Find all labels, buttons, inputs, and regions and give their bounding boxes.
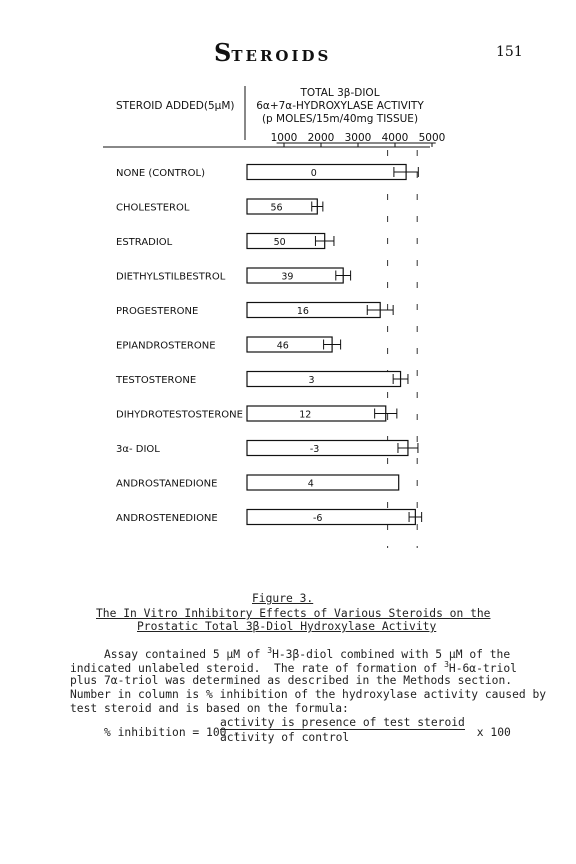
- category-label-3: DIETHYLSTILBESTROL: [116, 271, 226, 283]
- caption-title-line-2: Prostatic Total 3β-Diol Hydroxylase Activity: [137, 620, 437, 633]
- data-label-4: 16: [296, 306, 309, 317]
- data-label-1: 56: [270, 202, 283, 214]
- category-label-5: EPIANDROSTERONE: [116, 340, 216, 352]
- data-label-8: -3: [309, 444, 320, 455]
- chart-title-line-2: 6α+7α-HYDROXYLASE ACTIVITY: [256, 100, 424, 112]
- data-label-9: 4: [307, 478, 314, 490]
- bars-group: [115, 165, 422, 525]
- caption-body-line-2: indicated unlabeled steroid. The rate of formation of $^3$H-6α-triol: [70, 660, 517, 675]
- bar-10: [247, 510, 415, 525]
- category-label-10: ANDROSTENEDIONE: [116, 513, 218, 524]
- caption-body-line-4: Number in column is % inhibition of the hydroxylase activity caused by: [70, 688, 547, 701]
- caption-title-line-1: The In Vitro Inhibitory Effects of Various Steroids on the: [96, 607, 491, 620]
- category-label-7: DIHYDROTESTOSTERONE: [116, 409, 243, 421]
- data-label-7: 12: [299, 409, 312, 421]
- category-label-1: CHOLESTEROL: [116, 202, 190, 214]
- category-label-9: ANDROSTANEDIONE: [116, 478, 218, 490]
- row-header: STEROID ADDED(5μM): [116, 100, 235, 112]
- bar-3: [247, 268, 343, 283]
- data-label-3: 39: [281, 271, 294, 283]
- category-label-2: ESTRADIOL: [116, 237, 173, 248]
- data-label-10: -6: [312, 513, 323, 524]
- bar-9: [247, 475, 399, 490]
- chart-title-line-1: TOTAL 3β-DIOL: [300, 87, 380, 99]
- bar-0: [247, 165, 406, 180]
- category-label-0: NONE (CONTROL): [116, 168, 205, 179]
- data-label-5: 46: [276, 340, 289, 352]
- caption-body-line-5: test steroid and is based on the formula:: [70, 702, 349, 715]
- data-label-0: 0: [310, 168, 317, 179]
- bar-7: [247, 406, 386, 421]
- formula-lhs: % inhibition = 100 -: [70, 726, 247, 739]
- bar-2: [247, 234, 325, 249]
- x-tick-label-0: 1000: [270, 132, 298, 144]
- figure-label: Figure 3.: [252, 592, 314, 605]
- x-tick-label-2: 3000: [344, 132, 372, 144]
- formula-denominator: activity of control: [220, 731, 350, 744]
- bar-8: [247, 441, 408, 456]
- data-label-6: 3: [308, 375, 315, 386]
- bar-5: [247, 337, 332, 352]
- x-tick-label-1: 2000: [307, 132, 335, 144]
- category-label-4: PROGESTERONE: [116, 306, 199, 317]
- x-tick-label-3: 4000: [381, 132, 409, 144]
- formula: [70, 716, 511, 750]
- data-label-2: 50: [273, 237, 286, 248]
- bar-6: [247, 372, 401, 387]
- bar-4: [247, 303, 380, 318]
- caption-body-line-3: plus 7α-triol was determined as described in the Methods section.: [70, 674, 513, 687]
- chart-title-line-3: (p MOLES/15m/40mg TISSUE): [261, 113, 419, 125]
- page-number: 151: [496, 44, 523, 60]
- category-label-8: 3α- DIOL: [116, 444, 160, 455]
- x-tick-label-4: 5000: [418, 132, 446, 144]
- journal-logo: STEROIDS: [214, 38, 332, 67]
- formula-numerator: activity is presence of test steroid: [220, 716, 465, 729]
- category-label-6: TESTOSTERONE: [116, 375, 197, 386]
- formula-rhs: x 100: [470, 726, 511, 739]
- caption-body-line-1: Assay contained 5 μM of $^3$H-3β-diol combined with 5 μM of the: [70, 646, 511, 661]
